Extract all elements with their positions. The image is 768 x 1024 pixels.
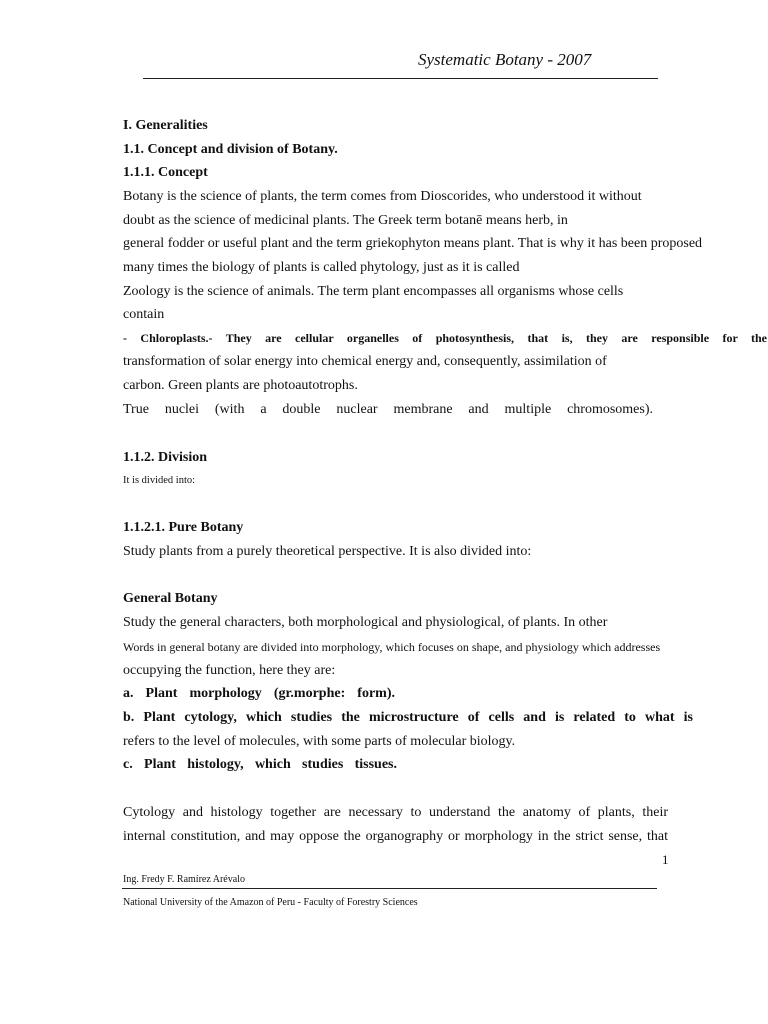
header-title: Systematic Botany - 2007 xyxy=(418,50,592,69)
body-line: Study the general characters, both morphological and physiological, of plants. In other xyxy=(123,615,608,630)
body-line: occupying the function, here they are: xyxy=(123,663,336,678)
body-line: transformation of solar energy into chemical energy and, consequently, assimilation of xyxy=(123,354,607,369)
body-line: Zoology is the science of animals. The term plant encompasses all organisms whose cells xyxy=(123,284,624,299)
list-item: c. Plant histology, which studies tissues. xyxy=(123,757,397,772)
subsubsection-heading: 1.1.2.1. Pure Botany xyxy=(123,520,244,535)
footer-divider xyxy=(122,888,657,889)
body-line: Botany is the science of plants, the term comes from Dioscorides, who understood it without xyxy=(123,189,642,204)
body-line: Study plants from a purely theoretical perspective. It is also divided into: xyxy=(123,544,532,559)
subsubsection-heading: General Botany xyxy=(123,591,218,606)
list-item: a. Plant morphology (gr.morphe: form). xyxy=(123,686,395,701)
subsubsection-heading: 1.1.1. Concept xyxy=(123,165,208,180)
subsubsection-heading: 1.1.2. Division xyxy=(123,450,208,465)
header-divider xyxy=(143,78,658,79)
subsection-heading: 1.1. Concept and division of Botany. xyxy=(123,142,338,157)
body-line: general fodder or useful plant and the term griekophyton means plant. That is why it has been proposed xyxy=(123,236,703,251)
body-line: It is divided into: xyxy=(123,475,196,486)
body-line: contain xyxy=(123,307,165,322)
body-line: many times the biology of plants is called phytology, just as it is called xyxy=(123,260,520,275)
footer-author: Ing. Fredy F. Ramírez Arévalo xyxy=(123,874,245,885)
section-heading: I. Generalities xyxy=(123,118,208,133)
footer-institution: National University of the Amazon of Peru - Faculty of Forestry Sciences xyxy=(123,897,418,908)
body-line: - Chloroplasts.- They are cellular organelles of photosynthesis, that is, they are responsible for the xyxy=(123,331,767,345)
page-number: 1 xyxy=(662,852,669,867)
body-line: Cytology and histology together are necessary to understand the anatomy of plants, their xyxy=(123,805,668,820)
body-line: refers to the level of molecules, with some parts of molecular biology. xyxy=(123,734,516,749)
body-line: True nuclei (with a double nuclear membrane and multiple chromosomes). xyxy=(123,402,653,417)
body-line: doubt as the science of medicinal plants. The Greek term botanē means herb, in xyxy=(123,213,568,228)
body-line: internal constitution, and may oppose the organography or morphology in the strict sense, that xyxy=(123,829,668,844)
list-item: b. Plant cytology, which studies the microstructure of cells and is related to what is xyxy=(123,710,693,725)
body-line: Words in general botany are divided into morphology, which focuses on shape, and physiology which addresses xyxy=(123,640,661,654)
body-line: carbon. Green plants are photoautotrophs. xyxy=(123,378,358,393)
